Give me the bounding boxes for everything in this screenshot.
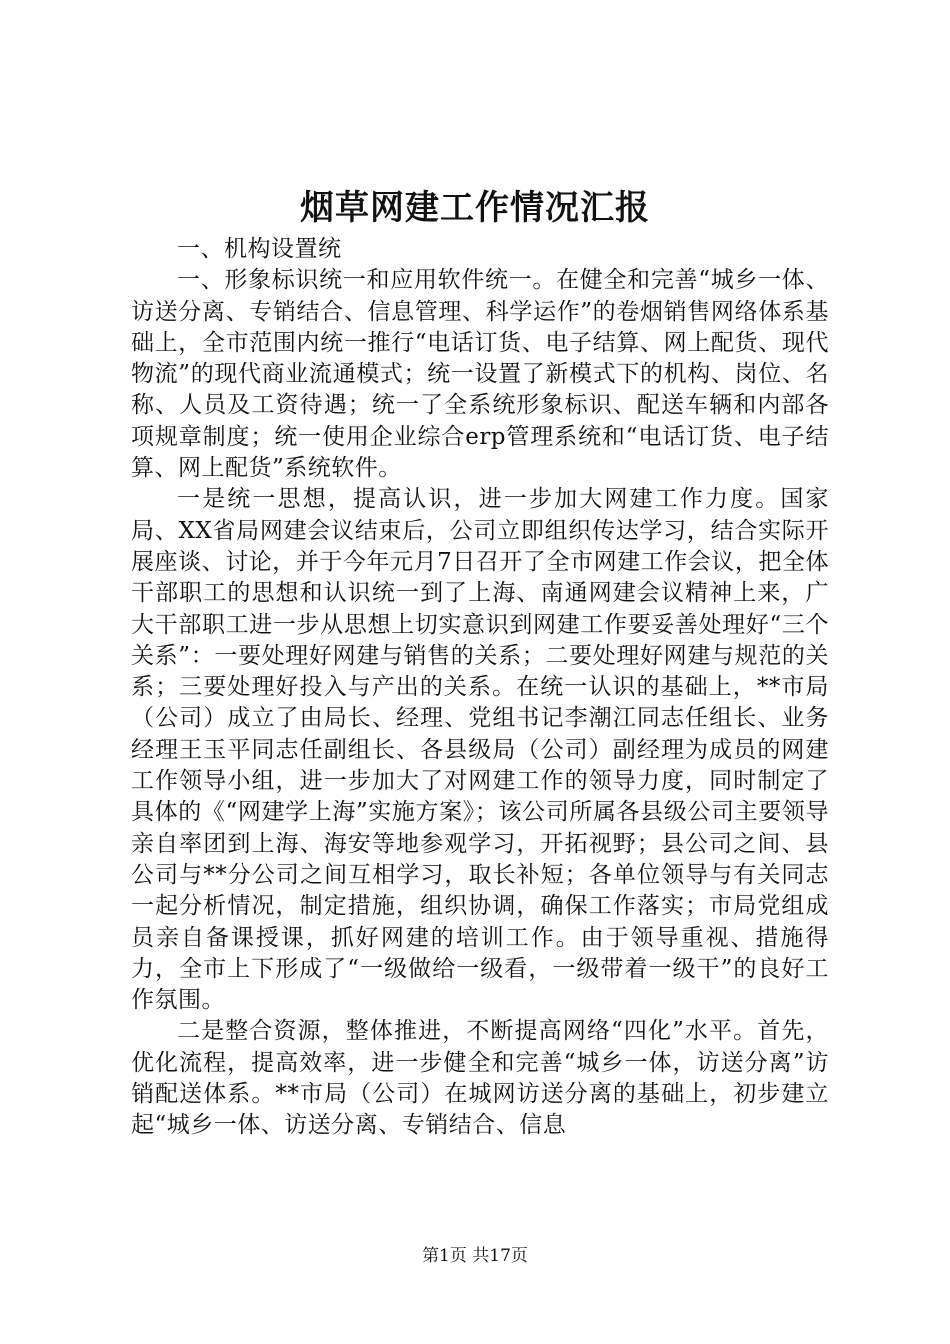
paragraph-unification: 一、形象标识统一和应用软件统一。在健全和完善“城乡一体、访送分离、专销结合、信息管理、科学运作”的卷烟销售网络体系基础上，全市范围内统一推行“电话订货、电子结算、网上配货、现代物流”的现代商业流通模式；统一设置了新模式下的机构、岗位、名称、人员及工资待遇；统一了全系统形象标识、配送车辆和内部各项规章制度；统一使用企业综合erp管理系统和“电话订货、电子结算、网上配货”系统软件。 (131, 267, 829, 482)
document-body (131, 234, 829, 1142)
paragraph-point-two: 二是整合资源，整体推进，不断提高网络“四化”水平。首先，优化流程，提高效率，进一步健全和完善“城乡一体，访送分离”访销配送体系。**市局（公司）在城网访送分离的基础上，初步建立起“城乡一体、访送分离、专销结合、信息 (131, 1018, 829, 1139)
paragraph-section-heading: 一、机构设置统 (177, 236, 342, 262)
document-title: 烟草网建工作情况汇报 (300, 188, 650, 228)
page-footer: 第1页 共17页 (422, 1246, 528, 1266)
paragraph-point-one: 一是统一思想，提高认识，进一步加大网建工作力度。国家局、XX省局网建会议结束后，公司立即组织传达学习，结合实际开展座谈、讨论，并于今年元月7日召开了全市网建工作会议，把全体干部职工的思想和认识统一到了上海、南通网建会议精神上来，广大干部职工进一步从思想上切实意识到网建工作要妥善处理好“三个关系”：一要处理好网建与销售的关系；二要处理好网建与规范的关系；三要处理好投入与产出的关系。在统一认识的基础上，**市局（公司）成立了由局长、经理、党组书记李潮江同志任组长、业务经理王玉平同志任副组长、各县级局（公司）副经理为成员的网建工作领导小组，进一步加大了对网建工作的领导力度，同时制定了具体的《“网建学上海”实施方案》；该公司所属各县级公司主要领导亲自率团到上海、海安等地参观学习，开拓视野；县公司之间、县公司与**分公司之间互相学习，取长补短；各单位领导与有关同志一起分析情况，制定措施，组织协调，确保工作落实；市局党组成员亲自备课授课，抓好网建的培训工作。由于领导重视、措施得力，全市上下形成了“一级做给一级看，一级带着一级干”的良好工作氛围。 (131, 486, 829, 1014)
